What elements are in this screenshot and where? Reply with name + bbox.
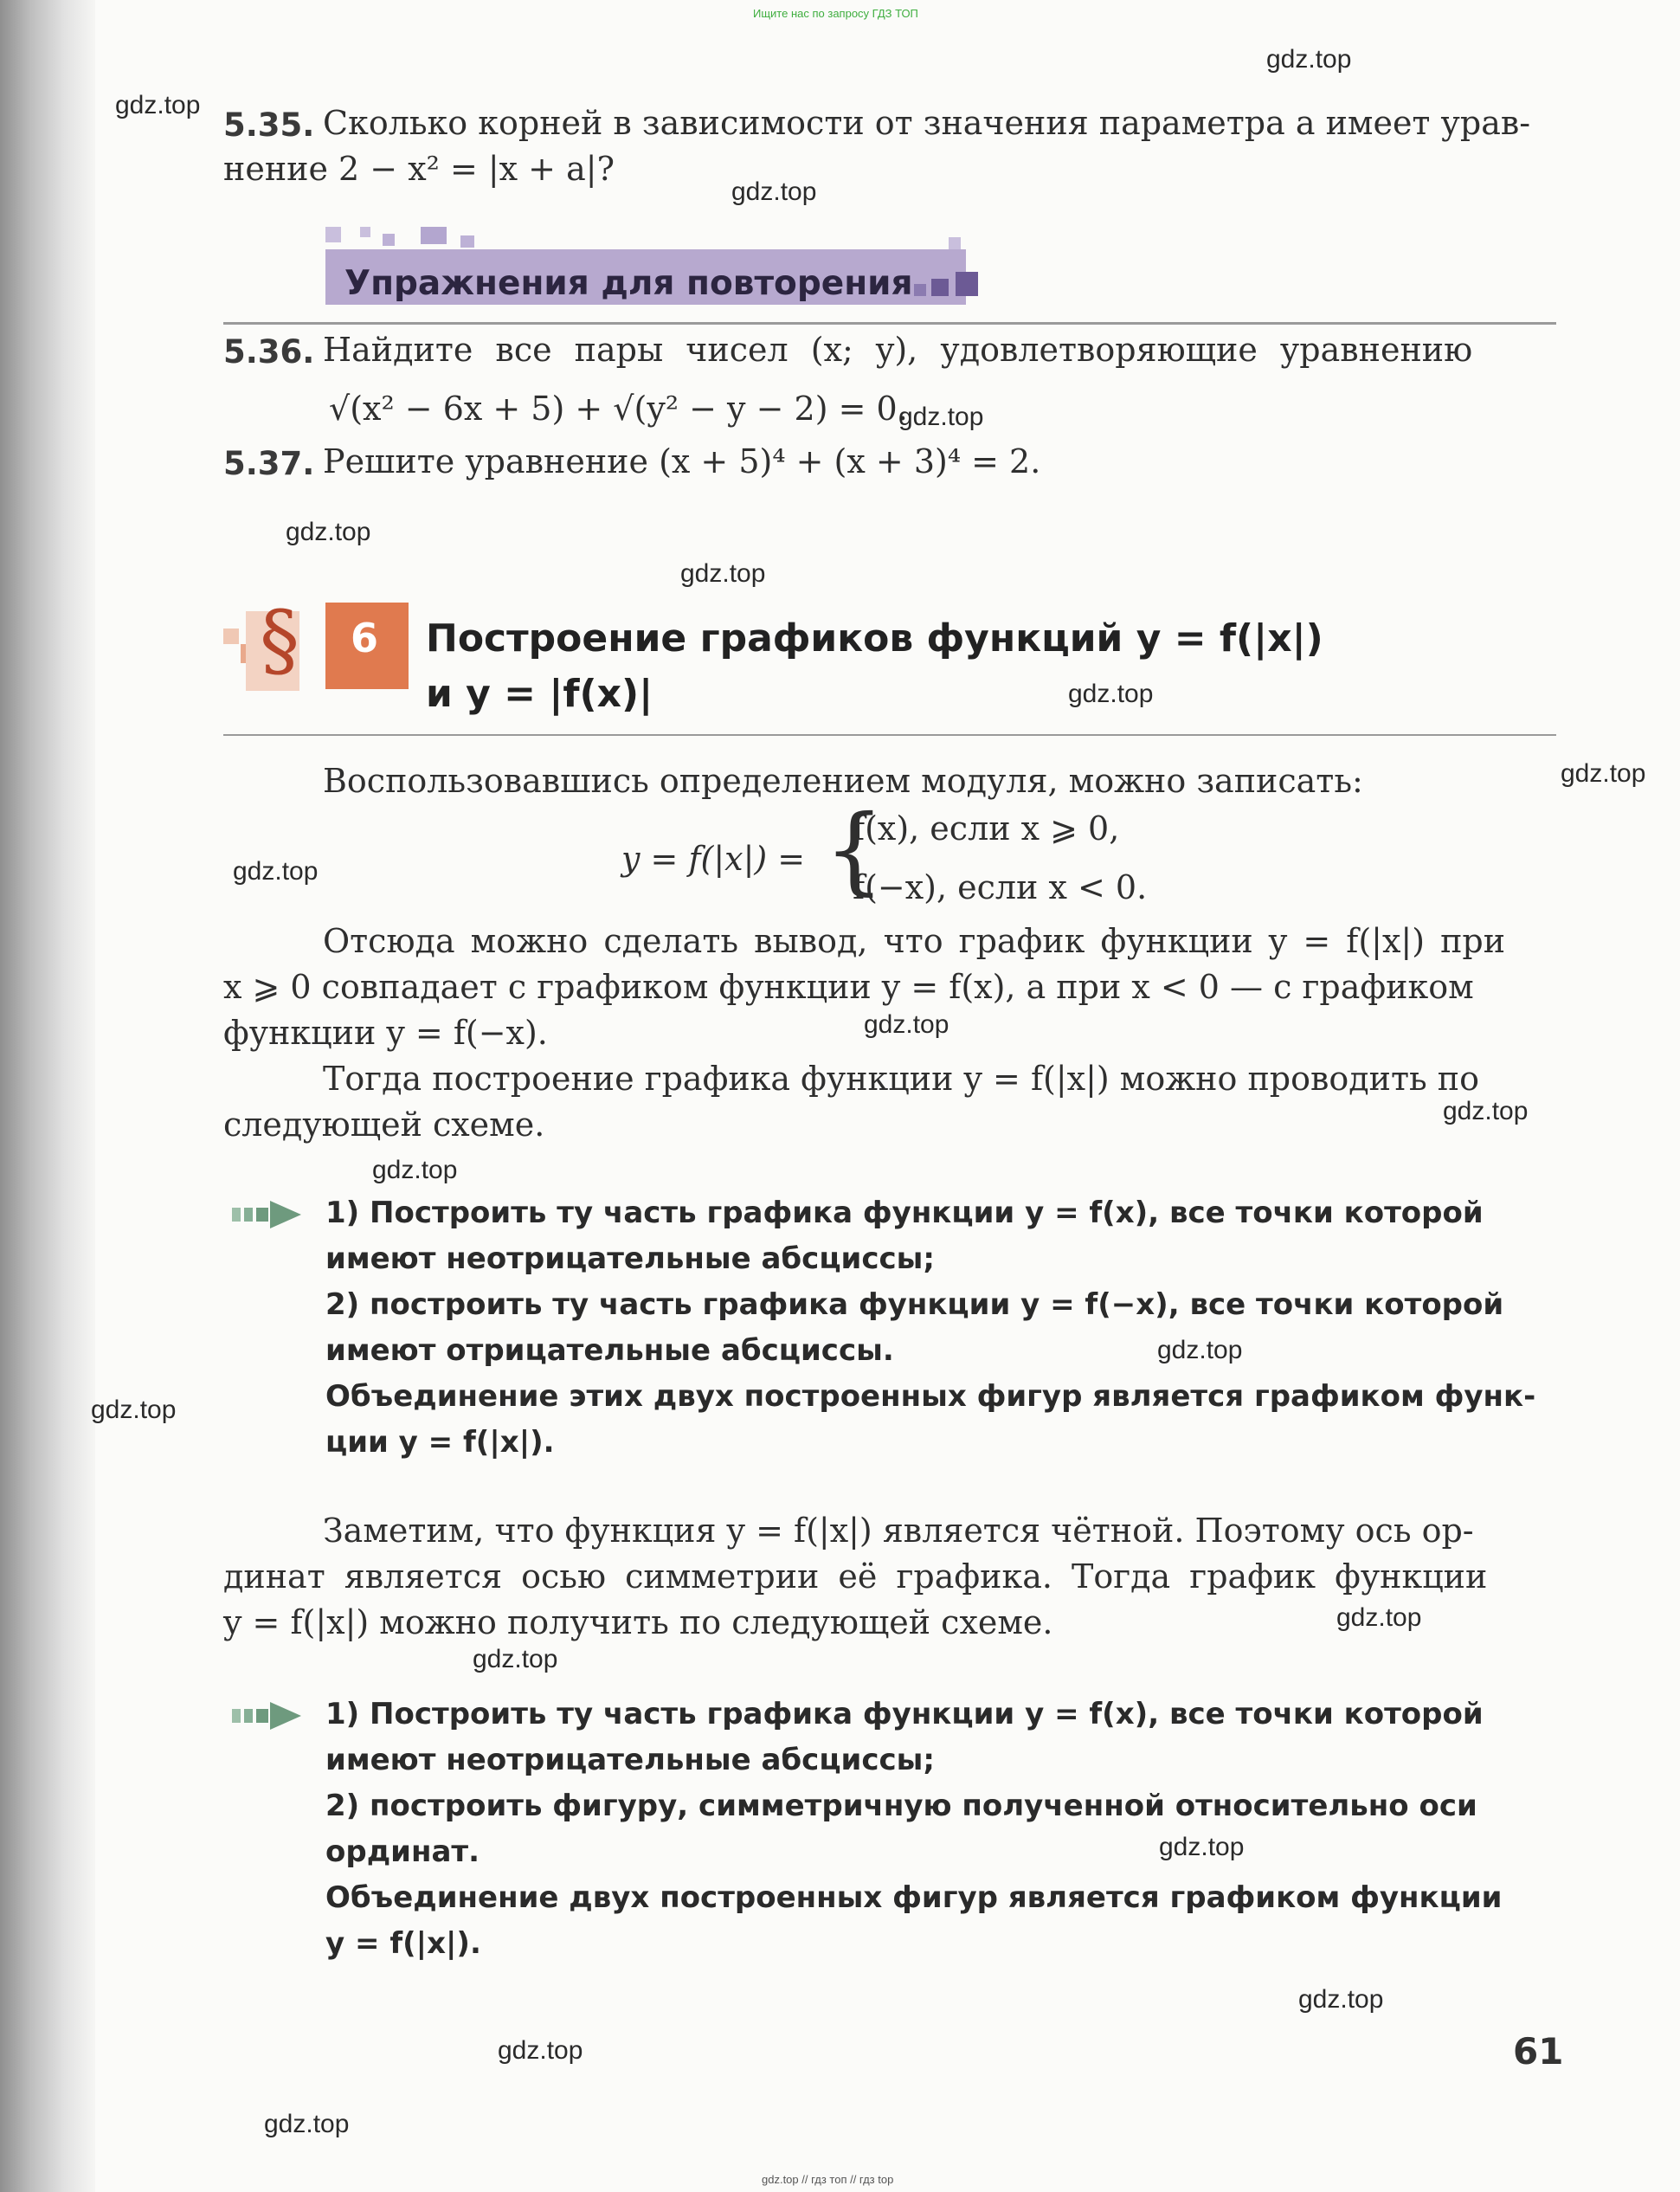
- watermark: gdz.top: [1443, 1097, 1529, 1125]
- exercise-text: Найдите все пары чисел (x; y), удовлетворяющие уравнению: [323, 331, 1473, 369]
- watermark: gdz.top: [473, 1645, 558, 1673]
- formula-case: f(x), если x ⩾ 0,: [853, 809, 1120, 848]
- scheme-step: y = f(|x|).: [325, 1926, 481, 1961]
- scheme-step: 1) Построить ту часть графика функции y = f(x), все точки которой: [325, 1697, 1484, 1731]
- formula-brace: {: [824, 794, 885, 905]
- watermark: gdz.top: [1298, 1985, 1384, 2014]
- paragraph: Воспользовавшись определением модуля, можно записать:: [323, 762, 1363, 800]
- exercise-text: Решите уравнение (x + 5)⁴ + (x + 3)⁴ = 2.: [323, 442, 1041, 480]
- page-number: 61: [1513, 2030, 1564, 2073]
- watermark: gdz.top: [1266, 45, 1352, 74]
- watermark: gdz.top: [680, 559, 766, 588]
- paragraph-symbol: §: [260, 594, 299, 687]
- exercise-text: нение 2 − x² = |x + a|?: [223, 150, 615, 188]
- section-number: 6: [351, 615, 379, 661]
- scheme-step: Объединение этих двух построенных фигур является графиком функ-: [325, 1379, 1536, 1414]
- watermark: gdz.top: [286, 518, 371, 546]
- top-note: Ищите нас по запросу ГДЗ ТОП: [753, 7, 918, 20]
- scheme-step: имеют отрицательные абсциссы.: [325, 1333, 894, 1368]
- divider: [223, 322, 1556, 325]
- arrow-icon: [232, 1197, 303, 1232]
- paragraph: Тогда построение графика функции y = f(|x|) можно проводить по: [323, 1060, 1479, 1098]
- book-spine-shadow: [0, 0, 95, 2192]
- watermark: gdz.top: [898, 403, 984, 431]
- watermark: gdz.top: [372, 1156, 458, 1184]
- section-title: Построение графиков функций y = f(|x|): [426, 616, 1323, 661]
- scheme-step: ции y = f(|x|).: [325, 1425, 555, 1460]
- exercise-formula: √(x² − 6x + 5) + √(y² − y − 2) = 0.: [329, 390, 908, 428]
- paragraph: следующей схеме.: [223, 1106, 545, 1144]
- watermark: gdz.top: [115, 91, 201, 119]
- scheme-step: имеют неотрицательные абсциссы;: [325, 1743, 936, 1777]
- watermark: gdz.top: [1336, 1603, 1422, 1632]
- paragraph: y = f(|x|) можно получить по следующей схеме.: [223, 1603, 1053, 1641]
- scheme-step: 2) построить ту часть графика функции y = f(−x), все точки которой: [325, 1287, 1504, 1322]
- formula-case: f(−x), если x < 0.: [853, 868, 1148, 906]
- scheme-step: имеют неотрицательные абсциссы;: [325, 1241, 936, 1276]
- watermark: gdz.top: [233, 857, 319, 886]
- footer-note: gdz.top // гдз топ // гдз top: [762, 2173, 894, 2186]
- paragraph: Заметим, что функция y = f(|x|) является чётной. Поэтому ось ор-: [323, 1512, 1474, 1550]
- exercise-number: 5.35.: [223, 106, 315, 144]
- watermark: gdz.top: [1157, 1336, 1243, 1364]
- arrow-icon: [232, 1699, 303, 1733]
- watermark: gdz.top: [864, 1010, 949, 1039]
- watermark: gdz.top: [498, 2036, 583, 2065]
- scheme-step: 1) Построить ту часть графика функции y = f(x), все точки которой: [325, 1196, 1484, 1230]
- scheme-step: 2) построить фигуру, симметричную полученной относительно оси: [325, 1789, 1477, 1823]
- watermark: gdz.top: [1159, 1833, 1245, 1861]
- watermark: gdz.top: [264, 2110, 350, 2138]
- paragraph: динат является осью симметрии её графика. Тогда график функции: [223, 1557, 1488, 1596]
- paragraph: функции y = f(−x).: [223, 1014, 548, 1052]
- exercise-text: Сколько корней в зависимости от значения параметра a имеет урав-: [323, 104, 1531, 142]
- watermark: gdz.top: [91, 1396, 177, 1424]
- formula-lhs: y = f(|x|) =: [621, 840, 806, 878]
- exercise-number: 5.37.: [223, 445, 315, 482]
- paragraph: Отсюда можно сделать вывод, что график функции y = f(|x|) при: [323, 922, 1506, 960]
- section-title: и y = |f(x)|: [426, 672, 653, 716]
- scheme-step: Объединение двух построенных фигур является графиком функции: [325, 1880, 1503, 1915]
- watermark: gdz.top: [1561, 759, 1646, 788]
- scheme-step: ординат.: [325, 1834, 480, 1869]
- divider: [223, 734, 1556, 736]
- section-badge: [223, 599, 457, 694]
- watermark: gdz.top: [731, 177, 817, 206]
- watermark: gdz.top: [1068, 680, 1154, 708]
- exercise-number: 5.36.: [223, 333, 315, 371]
- repeat-header-title: Упражнения для повторения: [344, 264, 913, 303]
- paragraph: x ⩾ 0 совпадает с графиком функции y = f(x), а при x < 0 — с графиком: [223, 968, 1474, 1006]
